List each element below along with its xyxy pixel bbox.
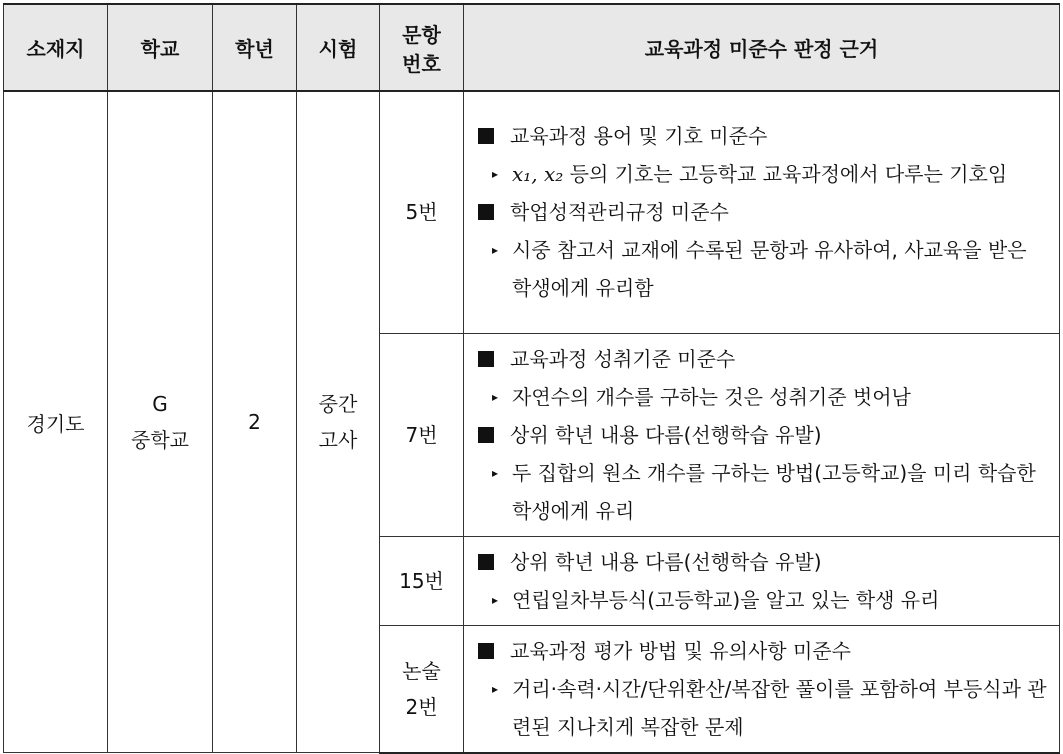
triangle-bullet-icon: ▸ xyxy=(491,465,499,480)
square-bullet-icon xyxy=(478,643,494,659)
cell-basis xyxy=(464,536,1060,625)
basis-heading-text: 교육과정 평가 방법 및 유의사항 미준수 xyxy=(510,638,851,663)
basis-detail xyxy=(478,454,1049,530)
basis-detail xyxy=(478,378,1049,416)
square-bullet-icon xyxy=(478,128,494,144)
square-bullet-icon xyxy=(478,351,494,367)
basis-heading xyxy=(478,193,1049,231)
triangle-bullet-icon: ▸ xyxy=(491,167,499,182)
question-no-line: 2번 xyxy=(405,694,438,719)
header-grade: 학년 xyxy=(213,4,297,91)
cell-question-no xyxy=(380,536,464,625)
question-no-line: 논술 xyxy=(402,658,441,683)
basis-detail-text: 두 집합의 원소 개수를 구하는 방법(고등학교)을 미리 학습한 학생에게 유리 xyxy=(512,460,1036,523)
basis-heading xyxy=(478,117,1049,155)
cell-question-no xyxy=(380,333,464,536)
cell-question-no xyxy=(380,625,464,753)
basis-heading-text: 상위 학년 내용 다름(선행학습 유발) xyxy=(510,549,822,574)
basis-detail-text: 자연수의 개수를 구하는 것은 성취기준 벗어남 xyxy=(512,384,911,409)
header-basis: 교육과정 미준수 판정 근거 xyxy=(464,4,1060,91)
header-exam: 시험 xyxy=(297,4,380,91)
basis-heading xyxy=(478,632,1049,670)
table-row xyxy=(4,91,1060,333)
header-region: 소재지 xyxy=(4,4,108,91)
cell-school-line: G xyxy=(152,392,168,416)
cell-basis xyxy=(464,91,1060,333)
cell-school-line: 중학교 xyxy=(131,428,189,452)
header-question-no xyxy=(380,4,464,91)
curriculum-violation-table xyxy=(3,3,1060,754)
basis-heading xyxy=(478,416,1049,454)
question-no-line: 7번 xyxy=(405,422,438,447)
cell-question-no xyxy=(380,91,464,333)
cell-exam-line: 중간 xyxy=(318,392,358,416)
math-symbols: x₁, x₂ xyxy=(512,162,564,187)
square-bullet-icon xyxy=(478,427,494,443)
triangle-bullet-icon: ▸ xyxy=(491,592,499,607)
basis-heading-text: 상위 학년 내용 다름(선행학습 유발) xyxy=(510,422,822,447)
basis-heading-text: 교육과정 성취기준 미준수 xyxy=(510,346,736,371)
basis-detail-text: 연립일차부등식(고등학교)을 알고 있는 학생 유리 xyxy=(512,587,940,612)
header-question-no-line1: 문항 xyxy=(402,22,441,47)
square-bullet-icon xyxy=(478,204,494,220)
basis-detail-rest: 등의 기호는 고등학교 교육과정에서 다루는 기호임 xyxy=(563,162,1008,187)
triangle-bullet-icon: ▸ xyxy=(491,243,499,258)
cell-exam xyxy=(297,91,380,753)
header-row xyxy=(4,4,1060,91)
basis-detail xyxy=(478,581,1049,619)
question-no-line: 15번 xyxy=(399,568,444,593)
header-question-no-line2: 번호 xyxy=(402,51,441,76)
cell-exam-line: 고사 xyxy=(318,428,358,452)
cell-grade: 2 xyxy=(213,91,297,753)
cell-region: 경기도 xyxy=(4,91,108,753)
basis-detail-text: 거리·속력·시간/단위환산/복잡한 풀이를 포함하여 부등식과 관련된 지나치게 복잡한 문제 xyxy=(512,676,1047,739)
basis-detail xyxy=(478,155,1049,193)
header-school: 학교 xyxy=(108,4,213,91)
basis-heading xyxy=(478,543,1049,581)
basis-heading-text: 학업성적관리규정 미준수 xyxy=(510,200,729,225)
cell-school xyxy=(108,91,213,753)
basis-detail-text: 시중 참고서 교재에 수록된 문항과 유사하여, 사교육을 받은 학생에게 유리함 xyxy=(512,238,1027,301)
basis-heading xyxy=(478,340,1049,378)
triangle-bullet-icon: ▸ xyxy=(491,389,499,404)
basis-detail xyxy=(478,670,1049,746)
square-bullet-icon xyxy=(478,554,494,570)
basis-heading-text: 교육과정 용어 및 기호 미준수 xyxy=(510,124,768,149)
cell-basis xyxy=(464,625,1060,753)
cell-basis xyxy=(464,333,1060,536)
question-no-line: 5번 xyxy=(405,200,438,225)
basis-detail xyxy=(478,231,1049,307)
triangle-bullet-icon: ▸ xyxy=(491,681,499,696)
basis-detail-text xyxy=(512,155,1049,193)
